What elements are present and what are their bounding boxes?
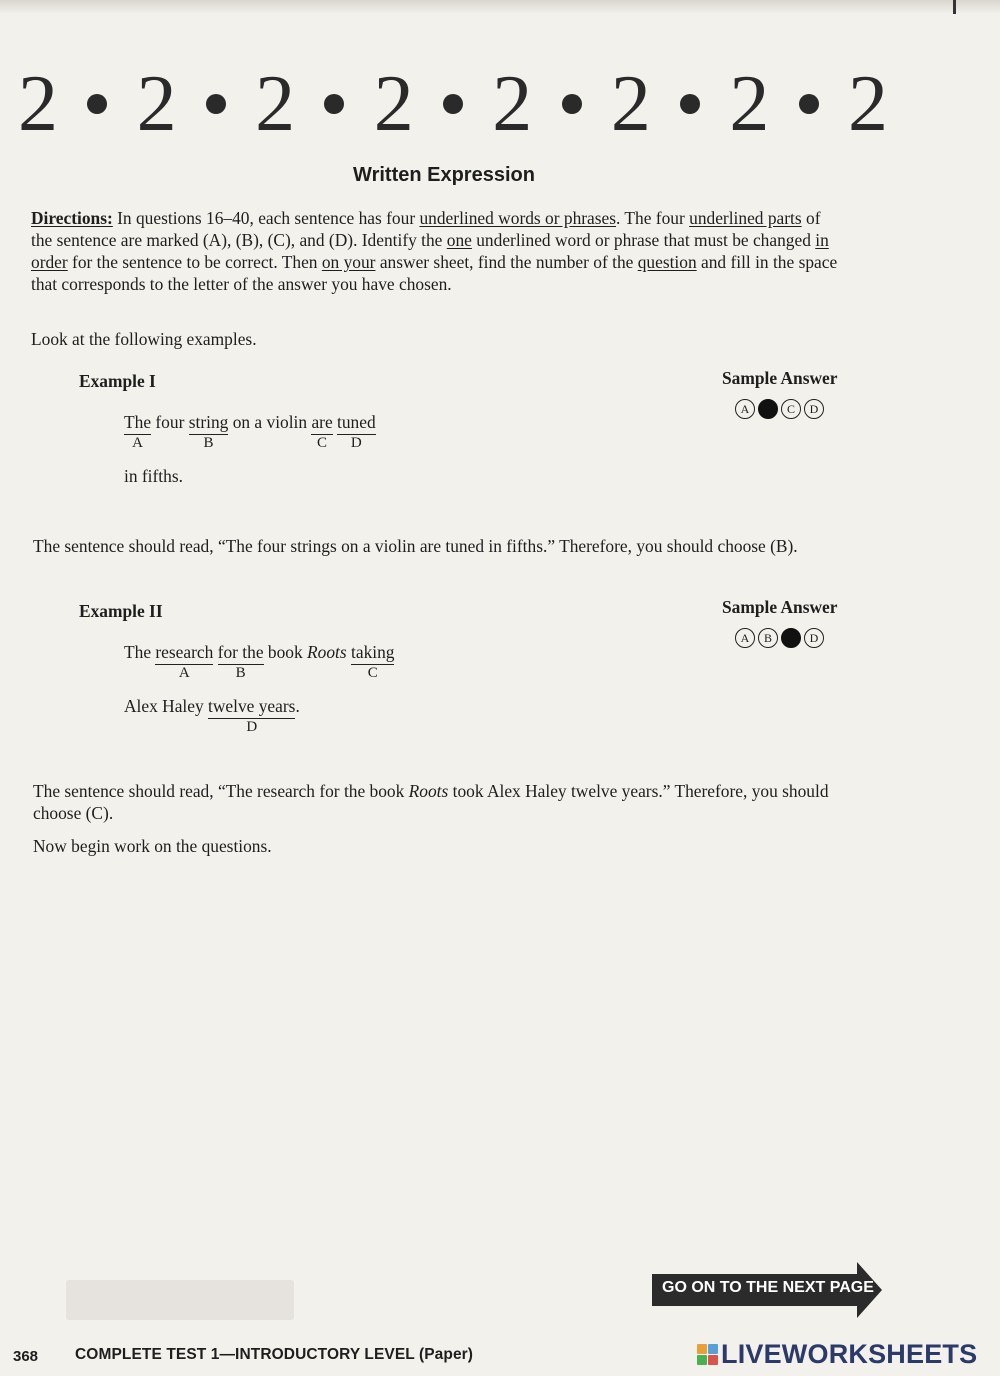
- option-text: string: [188, 412, 229, 432]
- directions-text: one: [446, 230, 472, 250]
- banner-number: 2: [136, 60, 177, 148]
- bullet-dot-icon: [799, 94, 819, 114]
- corner-mark: [953, 0, 956, 14]
- option-letter: A: [132, 435, 143, 451]
- directions-text: on your: [321, 252, 376, 272]
- option-letter: B: [203, 435, 214, 451]
- underlined-option-d: [208, 696, 296, 735]
- option-letter: C: [317, 435, 328, 451]
- banner-number: 2: [255, 60, 296, 148]
- sentence-text: The: [124, 642, 156, 662]
- underlined-option-d: [337, 412, 376, 451]
- example-2-sample-answer-label: Sample Answer: [722, 597, 838, 617]
- option-text: research: [155, 642, 214, 662]
- underlined-option-a: [155, 642, 214, 681]
- explanation-text: The sentence should read, “The research for the book: [33, 781, 409, 801]
- directions-text: underlined words or phrases: [419, 208, 617, 228]
- option-letter: B: [235, 665, 246, 681]
- directions-text: underlined word or phrase that must be changed: [471, 230, 816, 250]
- example-1-answer-bubbles: [735, 399, 824, 419]
- top-edge: [0, 0, 1000, 14]
- example-2-sentence-line-2: [124, 696, 300, 735]
- sentence-text: Alex Haley: [124, 696, 209, 716]
- banner-number: 2: [610, 60, 651, 148]
- liveworksheets-wordmark: LIVEWORKSHEETS: [721, 1339, 978, 1369]
- directions-label: Directions:: [31, 208, 113, 228]
- page-number: 368: [13, 1348, 39, 1365]
- book-title: Roots: [307, 642, 347, 662]
- underlined-option-b: [217, 642, 264, 681]
- go-to-next-page-button[interactable]: [652, 1262, 882, 1318]
- bullet-dot-icon: [206, 94, 226, 114]
- bullet-dot-icon: [87, 94, 107, 114]
- option-letter: C: [367, 665, 378, 681]
- example-2-sentence-line-1: [124, 642, 395, 681]
- answer-bubble-d: D: [804, 399, 824, 419]
- bullet-dot-icon: [680, 94, 700, 114]
- example-1-label: Example I: [79, 371, 156, 391]
- option-text: The: [124, 412, 152, 432]
- section-title: Written Expression: [353, 164, 535, 186]
- answer-bubble-d: D: [804, 628, 824, 648]
- directions-text: in order: [31, 230, 829, 272]
- previous-page-arrow-faded: [66, 1280, 294, 1320]
- option-text: are: [311, 412, 333, 432]
- sentence-text: .: [295, 696, 300, 716]
- footer-title: COMPLETE TEST 1—INTRODUCTORY LEVEL (Paper): [75, 1346, 474, 1363]
- sentence-text: four: [151, 412, 189, 432]
- sentence-text: book: [263, 642, 308, 662]
- bullet-dot-icon: [324, 94, 344, 114]
- book-title: Roots: [408, 781, 449, 801]
- bullet-dot-icon: [443, 94, 463, 114]
- answer-bubble-a: A: [735, 628, 755, 648]
- option-text: tuned: [337, 412, 376, 432]
- directions-text: and fill in the space that corresponds to the letter of the answer you have chosen.: [31, 252, 838, 294]
- example-1-sentence-line-2: in fifths.: [124, 466, 183, 486]
- sentence-text: on a violin: [228, 412, 312, 432]
- directions-text: of the sentence are marked (A), (B), (C), and (D). Identify the: [31, 208, 821, 250]
- liveworksheets-logo-icon: [697, 1344, 718, 1365]
- option-text: twelve years: [208, 696, 296, 716]
- banner-number: 2: [492, 60, 533, 148]
- banner-number: 2: [18, 60, 58, 148]
- answer-bubble-c-filled: [781, 628, 801, 648]
- example-2-label: Example II: [79, 601, 163, 621]
- explanation-text: took Alex Haley twelve years.” Therefore, you should choose (C).: [33, 781, 829, 823]
- directions-paragraph: [31, 207, 843, 295]
- answer-bubble-a: A: [735, 399, 755, 419]
- example-1-sentence-line-1: [124, 412, 376, 451]
- directions-text: answer sheet, find the number of the: [375, 252, 638, 272]
- option-letter: A: [178, 665, 190, 681]
- directions-text: underlined parts: [689, 208, 802, 228]
- example-1-explanation: The sentence should read, “The four strings on a violin are tuned in fifths.” Therefore, you should choose (B).: [33, 536, 798, 556]
- option-text: taking: [351, 642, 395, 662]
- example-2-explanation: [33, 780, 853, 824]
- answer-bubble-b-filled: [758, 399, 778, 419]
- directions-text: . The four: [616, 208, 690, 228]
- example-2-answer-bubbles: [735, 628, 824, 648]
- begin-work-text: Now begin work on the questions.: [33, 836, 272, 856]
- answer-bubble-b: B: [758, 628, 778, 648]
- look-at-examples-text: Look at the following examples.: [31, 329, 257, 349]
- underlined-option-c: [351, 642, 395, 681]
- bullet-dot-icon: [562, 94, 582, 114]
- underlined-option-c: [311, 412, 333, 451]
- option-text: for the: [217, 642, 264, 662]
- directions-text: for the sentence to be correct. Then: [67, 252, 322, 272]
- example-1-sample-answer-label: Sample Answer: [722, 368, 838, 388]
- underlined-option-b: [188, 412, 229, 451]
- banner-number: 2: [373, 60, 414, 148]
- banner-number: 2: [847, 60, 888, 148]
- section-number-banner: [18, 60, 888, 148]
- option-letter: D: [350, 435, 362, 451]
- underlined-option-a: [124, 412, 152, 451]
- directions-text: question: [637, 252, 697, 272]
- option-letter: D: [246, 719, 258, 735]
- directions-text: In questions 16–40, each sentence has four: [112, 208, 420, 228]
- liveworksheets-logo: [697, 1341, 977, 1368]
- banner-number: 2: [729, 60, 770, 148]
- go-to-next-page-label: GO ON TO THE NEXT PAGE: [662, 1279, 874, 1296]
- answer-bubble-c: C: [781, 399, 801, 419]
